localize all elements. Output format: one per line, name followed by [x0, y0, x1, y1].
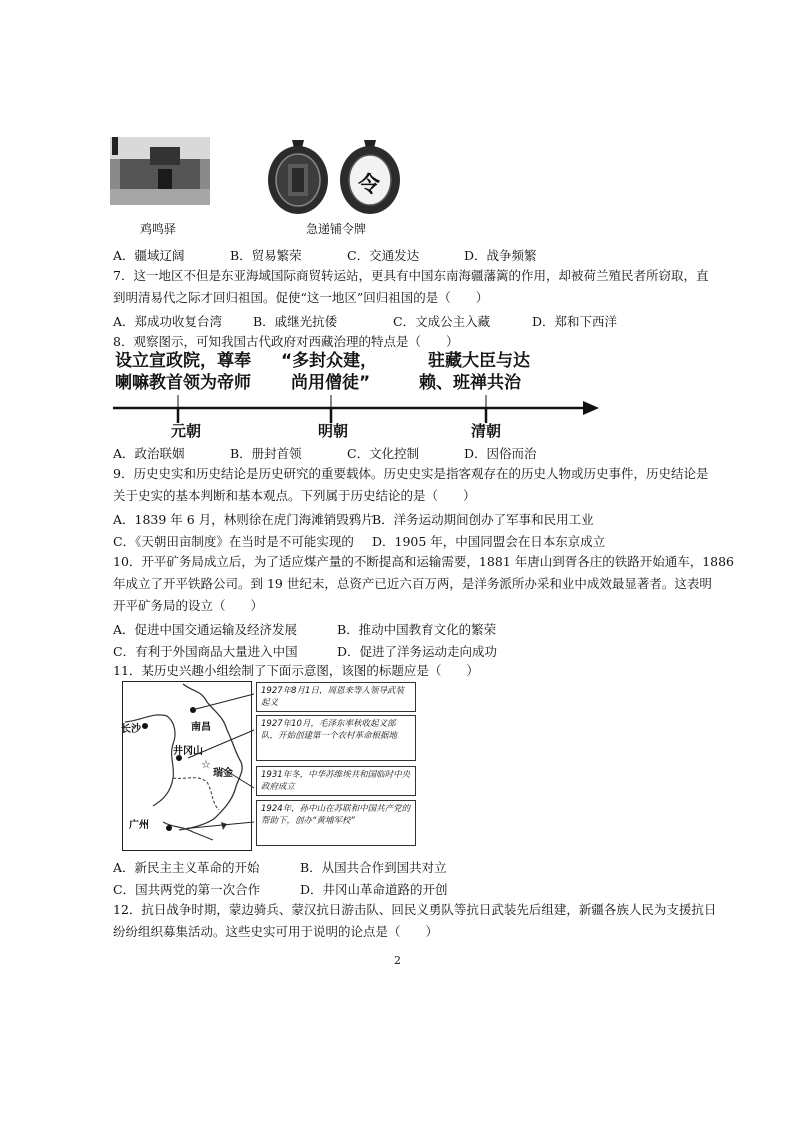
timeline-era-ming: 明朝 [318, 422, 349, 440]
q11-option-d: D．井冈山革命道路的开创 [300, 882, 448, 897]
timeline-yuan-text-2: 喇嘛教首领为帝师 [115, 373, 251, 393]
map-city-jinggangshan: 井冈山 [173, 746, 203, 757]
q8-option-b: B．册封首领 [230, 446, 302, 461]
q7-option-d: D．郑和下西洋 [532, 314, 618, 329]
photo-jimingyi [110, 137, 210, 205]
q7-option-a: A．郑成功收复台湾 [113, 314, 223, 329]
q11-option-c: C．国共两党的第一次合作 [113, 882, 261, 897]
q11-option-a: A．新民主主义革命的开始 [113, 860, 260, 875]
q10-stem-line1: 10．开平矿务局成立后，为了适应煤产量的不断提高和运输需要，1881 年唐山到胥各庄的铁路开始通车，1886 [113, 554, 735, 569]
q9-option-b: B．洋务运动期间创办了军事和民用工业 [372, 512, 594, 527]
map-city-changsha: 长沙 [121, 724, 141, 735]
q12-stem-line1: 12．抗日战争时期，蒙边骑兵、蒙汉抗日游击队、回民义勇队等抗日武装先后组建，新疆各族人民为支援抗日 [113, 902, 717, 917]
q10-option-b: B．推动中国教育文化的繁荣 [337, 622, 497, 637]
map-city-guangzhou: 广州 [129, 820, 149, 831]
q9-stem-line2: 关于史实的基本判断和基本观点。下列属于历史结论的是（ ） [113, 488, 476, 503]
svg-text:☆: ☆ [201, 758, 211, 771]
map-note-ruijin: 1931年冬，中华苏维埃共和国临时中央政府成立 [256, 766, 416, 796]
q7-stem-line2: 到明清易代之际才回归祖国。促使“这一地区”回归祖国的是（ ） [113, 290, 489, 305]
q7-option-b: B．戚继光抗倭 [253, 314, 338, 329]
q10-option-d: D．促进了洋务运动走向成功 [337, 644, 498, 659]
q8-stem: 8．观察图示，可知我国古代政府对西藏治理的特点是（ ） [113, 334, 459, 349]
caption-token: 急递铺令牌 [306, 222, 367, 236]
q10-stem-line3: 开平矿务局的设立（ ） [113, 598, 264, 613]
q9-option-d: D．1905 年，中国同盟会在日本东京成立 [372, 534, 606, 549]
caption-jimingyi: 鸡鸣驿 [140, 222, 177, 236]
q10-option-a: A．促进中国交通运输及经济发展 [113, 622, 298, 637]
q10-option-c: C．有利于外国商品大量进入中国 [113, 644, 298, 659]
q8-option-c: C．文化控制 [347, 446, 420, 461]
map-note-nanchang: 1927年8月1日，周恩来等人领导武装起义 [256, 682, 416, 712]
timeline-ming-text-1: “多封众建， [281, 351, 378, 371]
timeline-qing-text-1: 驻藏大臣与达 [428, 351, 530, 371]
token-char-ling: 令 [358, 173, 381, 198]
q9-option-c: C．《天朝田亩制度》在当时是不可能实现的 [113, 534, 354, 549]
timeline-era-yuan: 元朝 [171, 422, 202, 440]
q7-option-c: C．文成公主入藏 [393, 314, 491, 329]
q7-stem-line1: 7．这一地区不但是东亚海域国际商贸转运站，更具有中国东南海疆藩篱的作用，却被荷兰殖民者所窃取，直 [113, 268, 709, 283]
q10-stem-line2: 年成立了开平铁路公司。到 19 世纪末，总资产已近六百万两，是洋务派所办采和业中成效最显著者。这表明 [113, 576, 712, 591]
q6-option-b: B．贸易繁荣 [230, 248, 302, 263]
q11-option-b: B．从国共合作到国共对立 [300, 860, 447, 875]
map-connector-lines [186, 690, 266, 840]
timeline-era-qing: 清朝 [471, 422, 502, 440]
timeline-qing-text-2: 赖、班禅共治 [419, 373, 521, 393]
q8-timeline [113, 350, 603, 440]
q9-option-a: A．1839 年 6 月，林则徐在虎门海滩销毁鸦片 [113, 512, 374, 527]
q8-option-a: A．政治联姻 [113, 446, 185, 461]
page-number: 2 [394, 954, 401, 967]
map-city-ruijin: 瑞金 [213, 768, 233, 779]
q6-option-a: A．疆域辽阔 [113, 248, 185, 263]
token-image-left [266, 134, 330, 220]
q9-stem-line1: 9．历史史实和历史结论是历史研究的重要载体。历史史实是指客观存在的历史人物或历史事件，历史结论是 [113, 466, 709, 481]
q12-stem-line2: 纷纷组织募集活动。这些史实可用于说明的论点是（ ） [113, 924, 439, 939]
token-image-right [338, 134, 402, 220]
map-note-jinggangshan: 1927年10月，毛泽东率秋收起义部队，开始创建第一个农村革命根据地 [256, 715, 416, 761]
map-note-guangzhou: 1924年，孙中山在苏联和中国共产党的帮助下，创办“黄埔军校” [256, 800, 416, 846]
q11-stem: 11．某历史兴趣小组绘制了下面示意图，该图的标题应是（ ） [113, 663, 479, 678]
q6-option-c: C．交通发达 [347, 248, 420, 263]
timeline-yuan-text-1: 设立宣政院，尊奉 [115, 351, 251, 371]
timeline-ming-text-2: 尚用僧徒” [291, 373, 371, 393]
map-city-nanchang: 南昌 [191, 722, 211, 733]
q8-option-d: D．因俗而治 [464, 446, 537, 461]
q6-option-d: D．战争频繁 [464, 248, 537, 263]
